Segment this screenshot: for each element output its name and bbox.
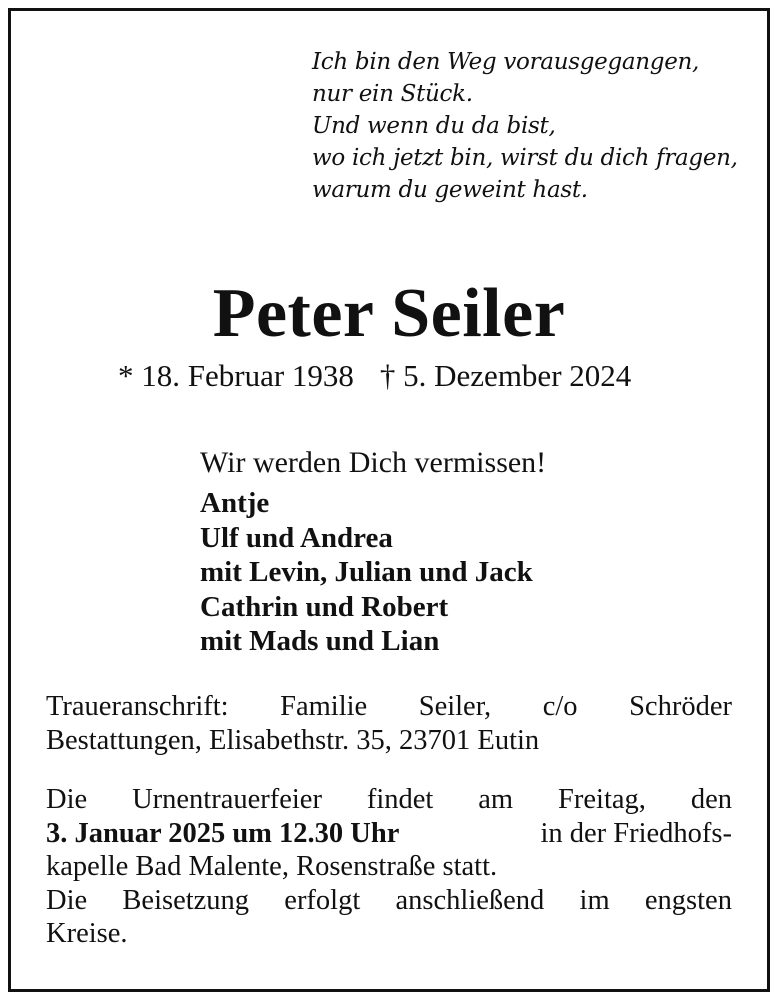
word: Die — [46, 784, 88, 815]
word: Die — [46, 884, 88, 916]
word: engsten — [644, 884, 732, 916]
word: Seiler, — [418, 691, 492, 722]
family-member: Ulf und Andrea — [200, 521, 393, 554]
poem — [312, 46, 738, 206]
word: findet — [366, 784, 434, 815]
address-line-1 — [46, 690, 732, 724]
birth-date: * 18. Februar 1938 — [118, 358, 354, 393]
mourning-address — [46, 690, 732, 757]
ceremony-datetime: 3. Januar 2025 um 12.30 Uhr — [46, 817, 400, 849]
word: im — [579, 884, 610, 916]
word: Urnentrauerfeier — [132, 784, 322, 815]
word: Freitag, — [558, 784, 646, 815]
word: Familie — [280, 691, 368, 722]
life-dates — [118, 356, 631, 396]
word: c/o — [542, 691, 578, 722]
poem-line: warum du geweint hast. — [312, 177, 588, 203]
ceremony-line-2 — [46, 817, 732, 851]
ceremony-line-4 — [46, 884, 732, 918]
poem-line: wo ich jetzt bin, wirst du dich fragen, — [312, 145, 738, 171]
farewell-text: Wir werden Dich vermissen! — [200, 446, 547, 479]
ceremony-location-start: in der Friedhofs- — [540, 817, 732, 849]
word: den — [690, 784, 732, 815]
poem-line: Und wenn du da bist, — [312, 113, 556, 139]
word: anschließend — [395, 884, 545, 916]
family-member: Cathrin und Robert — [200, 590, 449, 623]
ceremony-line-3: kapelle Bad Malente, Rosenstraße statt. — [46, 851, 498, 882]
family-list — [200, 486, 533, 659]
poem-line: nur ein Stück. — [312, 81, 473, 107]
family-member: mit Mads und Lian — [200, 625, 440, 657]
family-member: Antje — [200, 487, 270, 519]
word: Traueranschrift: — [46, 691, 229, 722]
ceremony-info — [46, 783, 732, 951]
death-date: † 5. Dezember 2024 — [379, 358, 632, 393]
word: am — [478, 784, 514, 815]
deceased-name: Peter Seiler — [212, 275, 566, 352]
ceremony-line-5: Kreise. — [46, 918, 128, 949]
word: Schröder — [629, 691, 732, 722]
word: erfolgt — [284, 884, 361, 916]
ceremony-line-1 — [46, 783, 732, 817]
family-member: mit Levin, Julian und Jack — [200, 556, 533, 588]
address-line-2: Bestattungen, Elisabethstr. 35, 23701 Eutin — [46, 724, 540, 756]
poem-line: Ich bin den Weg vorausgegangen, — [312, 49, 700, 75]
word: Beisetzung — [122, 884, 250, 916]
